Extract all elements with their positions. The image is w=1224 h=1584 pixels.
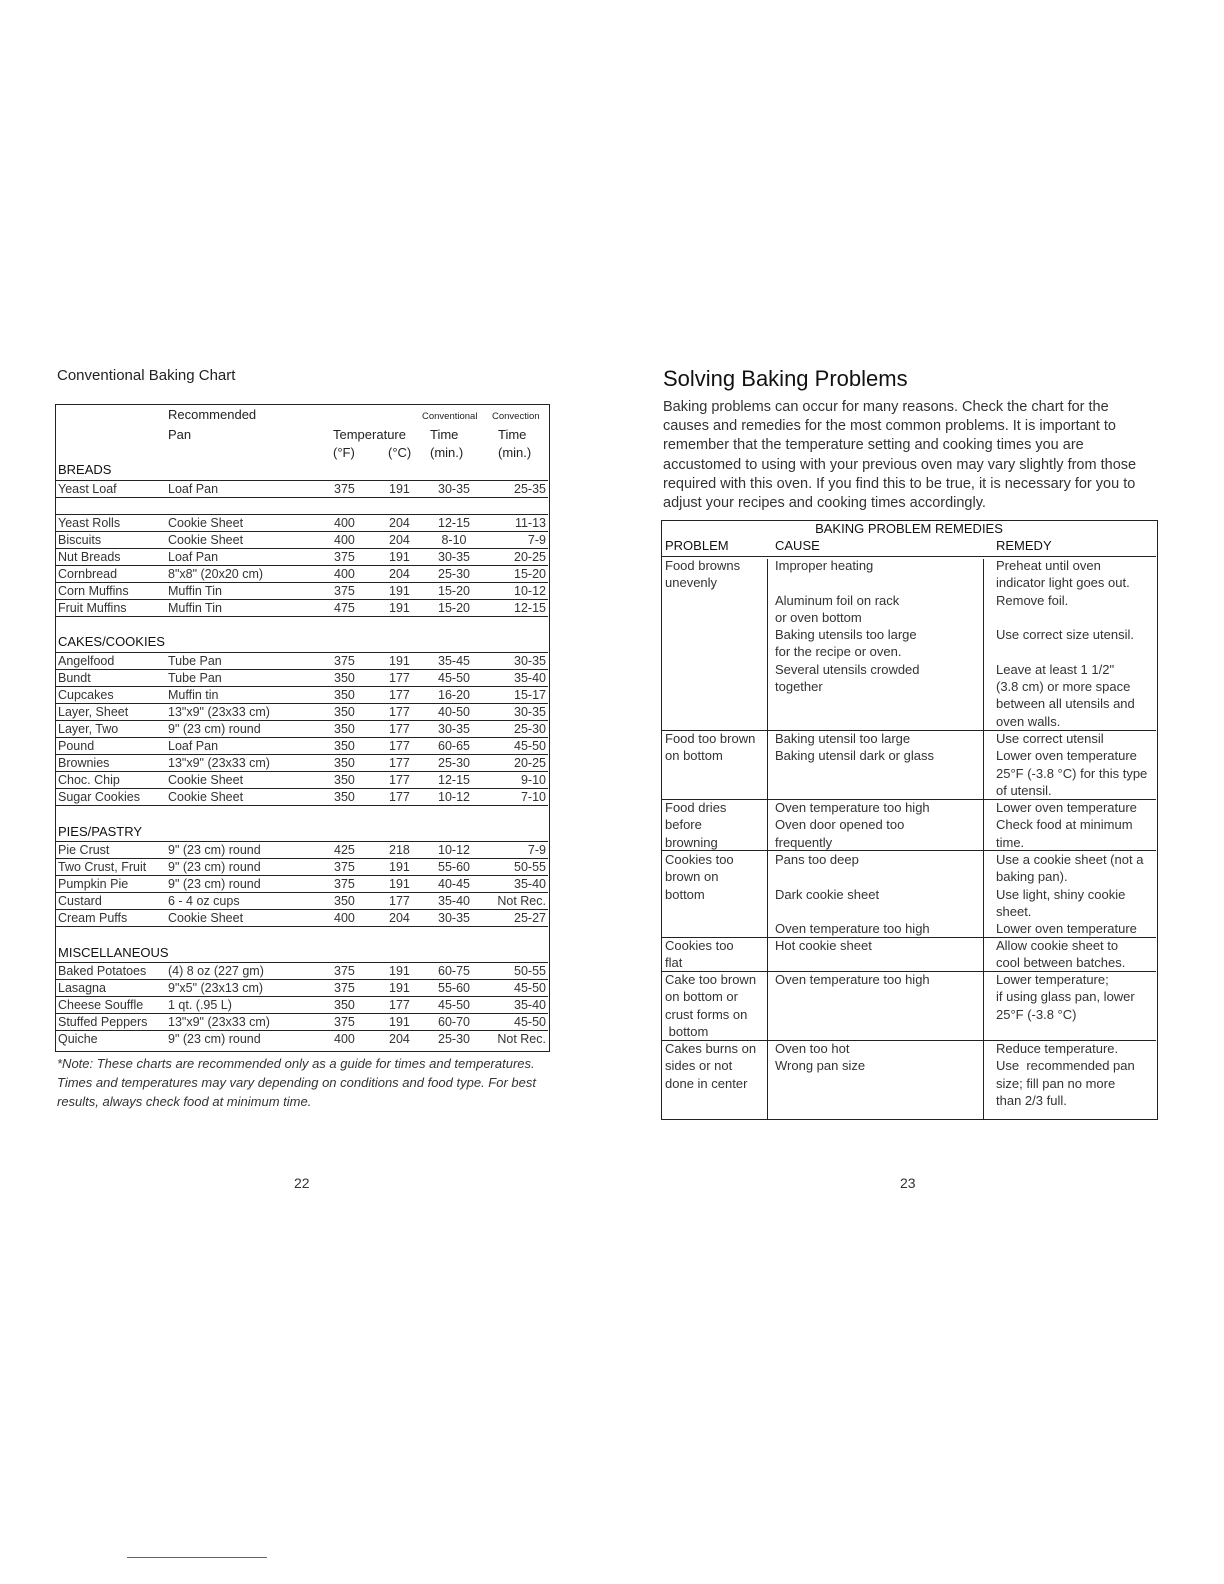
conventional-time: 55-60 — [438, 981, 470, 995]
section-rule — [56, 497, 548, 498]
pan-type: 9"x5" (23x13 cm) — [168, 981, 264, 995]
pan-type: 9" (23 cm) round — [168, 722, 261, 736]
convection-time: 11-13 — [514, 516, 546, 530]
page-number-left: 22 — [294, 1175, 310, 1191]
conventional-time: 45-50 — [438, 998, 470, 1012]
temp-f: 400 — [334, 533, 355, 547]
temp-f: 375 — [334, 654, 355, 668]
conventional-time: 25-30 — [438, 567, 470, 581]
temp-f: 350 — [334, 705, 355, 719]
table-row — [56, 962, 548, 980]
convection-time: 25-27 — [514, 911, 546, 925]
temp-f: 425 — [334, 843, 355, 857]
header-time-conventional: Time — [430, 427, 459, 442]
table-row — [56, 875, 548, 893]
conventional-time: 25-30 — [438, 756, 470, 770]
conventional-time: 15-20 — [438, 601, 470, 615]
temp-f: 375 — [334, 981, 355, 995]
table-row — [56, 686, 548, 704]
header-deg-f: (°F) — [333, 445, 355, 460]
cause-cell: Baking utensil too large Baking utensil dark or glass — [775, 731, 934, 764]
category-breads: BREADS — [58, 462, 112, 477]
pan-type: Cookie Sheet — [168, 516, 244, 530]
temp-f: 350 — [334, 739, 355, 753]
table-row — [56, 1030, 548, 1048]
conventional-time: 30-35 — [438, 550, 470, 564]
temp-c: 204 — [389, 516, 410, 530]
remedy-cell: Use correct utensil Lower oven temperature 25°F (-3.8 °C) for this type of utensil. — [996, 731, 1148, 798]
convection-time: 45-50 — [514, 1015, 546, 1029]
conventional-time: 10-12 — [438, 790, 470, 804]
right-page-title: Solving Baking Problems — [663, 366, 908, 391]
remedy-cell: Lower temperature; if using glass pan, lower 25°F (-3.8 °C) — [996, 972, 1135, 1022]
header-conventional: Conventional — [422, 411, 478, 422]
table-row — [56, 754, 548, 772]
table-row — [56, 720, 548, 738]
cause-cell: Pans too deep Dark cookie sheet Oven temperature too high — [775, 852, 930, 937]
pan-type: Muffin tin — [168, 688, 219, 702]
cause-cell: Improper heating Aluminum foil on rack or oven bottom Baking utensils too large for the recipe or oven. Several utensils crowded together — [775, 558, 920, 695]
temp-f: 350 — [334, 790, 355, 804]
problem-cell: Cakes burns on sides or not done in center — [665, 1041, 757, 1091]
temp-c: 177 — [389, 739, 410, 753]
pan-type: Cookie Sheet — [168, 790, 244, 804]
category-miscellaneous: MISCELLANEOUS — [58, 945, 169, 960]
pan-type: Cookie Sheet — [168, 773, 244, 787]
conventional-time: 55-60 — [438, 860, 470, 874]
left-page-note: *Note: These charts are recommended only as a guide for times and temperatures. Times and temperatures may vary depending on conditions and food type. For best results, always check food at minimum time. — [57, 1056, 536, 1109]
temp-c: 204 — [389, 911, 410, 925]
section-rule — [56, 926, 548, 927]
temp-c: 177 — [389, 998, 410, 1012]
temp-c: 177 — [389, 722, 410, 736]
pan-type: 6 - 4 oz cups — [168, 894, 240, 908]
item-name: Lasagna — [58, 981, 106, 995]
convection-time: 35-40 — [514, 998, 546, 1012]
problem-cell: Cake too brown on bottom or crust forms on bottom — [665, 972, 757, 1039]
temp-f: 400 — [334, 1032, 355, 1046]
pan-type: 9" (23 cm) round — [168, 877, 261, 891]
convection-time: Not Rec. — [497, 894, 546, 908]
cause-cell: Oven too hot Wrong pan size — [775, 1041, 866, 1074]
table-row — [56, 582, 548, 600]
item-name: Corn Muffins — [58, 584, 129, 598]
cause-cell: Oven temperature too high Oven door opened too frequently — [775, 800, 930, 850]
pan-type: Muffin Tin — [168, 584, 222, 598]
temp-c: 191 — [389, 877, 410, 891]
right-page-intro: Baking problems can occur for many reasons. Check the chart for the causes and remedies for the most common problems. It is important to remember that the temperature setting and cooking times you are accustomed to using with your previous oven may vary slightly from those required with this oven. If you find this to be true, it is necessary for you to adjust your recipes and cooking times accordingly. — [663, 399, 1137, 512]
convection-time: 15-20 — [514, 567, 546, 581]
convection-time: 7-9 — [527, 843, 546, 857]
item-name: Brownies — [58, 756, 110, 770]
pan-type: Loaf Pan — [168, 482, 219, 496]
pan-type: 13"x9" (23x33 cm) — [168, 705, 270, 719]
table-row — [56, 858, 548, 876]
remedy-cell: Reduce temperature. Use recommended pan size; fill pan no more than 2/3 full. — [996, 1041, 1135, 1108]
conventional-time: 60-75 — [438, 964, 470, 978]
item-name: Cream Puffs — [58, 911, 128, 925]
item-name: Two Crust, Fruit — [58, 860, 147, 874]
temp-c: 191 — [389, 601, 410, 615]
temp-c: 177 — [389, 688, 410, 702]
convection-time: 9-10 — [520, 773, 546, 787]
convection-time: 35-40 — [514, 877, 546, 891]
item-name: Cupcakes — [58, 688, 114, 702]
conventional-time: 45-50 — [438, 671, 470, 685]
cause-cell: Oven temperature too high — [775, 972, 930, 987]
conventional-time: 60-65 — [438, 739, 470, 753]
convection-time: 7-10 — [520, 790, 546, 804]
pan-type: 9" (23 cm) round — [168, 1032, 261, 1046]
remedy-cell: Lower oven temperature Check food at minimum time. — [996, 800, 1137, 850]
item-name: Choc. Chip — [58, 773, 120, 787]
item-name: Pie Crust — [58, 843, 110, 857]
pan-type: Tube Pan — [168, 671, 222, 685]
temp-c: 191 — [389, 964, 410, 978]
pan-type: 1 qt. (.95 L) — [168, 998, 232, 1012]
section-rule — [56, 805, 548, 806]
conventional-time: 8-10 — [441, 533, 467, 547]
item-name: Layer, Two — [58, 722, 119, 736]
pan-type: Loaf Pan — [168, 550, 219, 564]
pan-type: 9" (23 cm) round — [168, 860, 261, 874]
table-row — [56, 841, 548, 859]
item-name: Pound — [58, 739, 95, 753]
header-convection: Convection — [492, 411, 540, 422]
convection-time: 7-9 — [527, 533, 546, 547]
temp-f: 375 — [334, 584, 355, 598]
item-name: Bundt — [58, 671, 91, 685]
item-name: Angelfood — [58, 654, 115, 668]
pan-type: Tube Pan — [168, 654, 222, 668]
remedy-cell: Allow cookie sheet to cool between batches. — [996, 938, 1126, 971]
temp-c: 191 — [389, 654, 410, 668]
table-row — [56, 703, 548, 721]
temp-c: 191 — [389, 981, 410, 995]
temp-c: 177 — [389, 756, 410, 770]
category-pies-pastry: PIES/PASTRY — [58, 824, 143, 839]
pan-type: 13"x9" (23x33 cm) — [168, 756, 270, 770]
header-pan: Pan — [168, 427, 192, 442]
item-name: Cheese Souffle — [58, 998, 144, 1012]
item-name: Stuffed Peppers — [58, 1015, 148, 1029]
pan-type: (4) 8 oz (227 gm) — [168, 964, 264, 978]
temp-c: 204 — [389, 567, 410, 581]
conventional-time: 40-45 — [438, 877, 470, 891]
pan-type: 8"x8" (20x20 cm) — [168, 567, 264, 581]
item-name: Baked Potatoes — [58, 964, 147, 978]
item-name: Yeast Loaf — [58, 482, 117, 496]
temp-f: 400 — [334, 567, 355, 581]
item-name: Pumpkin Pie — [58, 877, 129, 891]
temp-f: 350 — [334, 894, 355, 908]
conventional-time: 30-35 — [438, 482, 470, 496]
temp-f: 375 — [334, 1015, 355, 1029]
table-row — [56, 480, 548, 498]
category-cakes-cookies: CAKES/COOKIES — [58, 634, 165, 649]
column-remedy: REMEDY — [996, 538, 1052, 553]
left-page-title: Conventional Baking Chart — [57, 367, 236, 384]
convection-time: 50-55 — [514, 860, 546, 874]
column-divider — [983, 559, 984, 1119]
table-row — [56, 1013, 548, 1031]
pan-type: Cookie Sheet — [168, 911, 244, 925]
conventional-time: 25-30 — [438, 1032, 470, 1046]
temp-c: 191 — [389, 860, 410, 874]
problem-cell: Food browns unevenly — [665, 558, 741, 591]
item-name: Custard — [58, 894, 102, 908]
temp-c: 191 — [389, 550, 410, 564]
temp-c: 177 — [389, 894, 410, 908]
table-row — [56, 771, 548, 789]
convection-time: 50-55 — [514, 964, 546, 978]
item-name: Nut Breads — [58, 550, 121, 564]
temp-f: 350 — [334, 998, 355, 1012]
temp-c: 191 — [389, 1015, 410, 1029]
remedy-cell: Use a cookie sheet (not a baking pan). Use light, shiny cookie sheet. Lower oven temperature — [996, 852, 1144, 937]
table-row — [56, 548, 548, 566]
item-name: Sugar Cookies — [58, 790, 140, 804]
section-rule — [56, 616, 548, 617]
conventional-time: 15-20 — [438, 584, 470, 598]
temp-c: 218 — [389, 843, 410, 857]
table-row — [56, 788, 548, 806]
convection-time: 25-35 — [514, 482, 546, 496]
problem-cell: Cookies too brown on bottom — [665, 852, 734, 902]
temp-c: 191 — [389, 584, 410, 598]
temp-c: 177 — [389, 671, 410, 685]
pan-type: Cookie Sheet — [168, 533, 244, 547]
temp-c: 204 — [389, 533, 410, 547]
table-row — [56, 909, 548, 927]
convection-time: 25-30 — [514, 722, 546, 736]
temp-f: 350 — [334, 773, 355, 787]
temp-f: 375 — [334, 877, 355, 891]
decorative-link-line — [127, 1557, 267, 1558]
cause-cell: Hot cookie sheet — [775, 938, 872, 953]
temp-f: 350 — [334, 756, 355, 770]
conventional-time: 35-45 — [438, 654, 470, 668]
temp-f: 400 — [334, 516, 355, 530]
item-name: Yeast Rolls — [58, 516, 121, 530]
conventional-time: 30-35 — [438, 722, 470, 736]
table-row — [56, 669, 548, 687]
conventional-time: 60-70 — [438, 1015, 470, 1029]
conventional-time: 16-20 — [438, 688, 470, 702]
convection-time: 10-12 — [514, 584, 546, 598]
temp-c: 177 — [389, 705, 410, 719]
temp-c: 191 — [389, 482, 410, 496]
temp-c: 177 — [389, 790, 410, 804]
convection-time: 45-50 — [514, 739, 546, 753]
temp-f: 350 — [334, 671, 355, 685]
pan-type: Muffin Tin — [168, 601, 222, 615]
item-name: Layer, Sheet — [58, 705, 129, 719]
header-deg-c: (°C) — [388, 445, 412, 460]
conventional-time: 30-35 — [438, 911, 470, 925]
header-time-convection: Time — [498, 427, 527, 442]
item-name: Biscuits — [58, 533, 102, 547]
convection-time: 45-50 — [514, 981, 546, 995]
table-row — [56, 737, 548, 755]
column-cause: CAUSE — [775, 538, 820, 553]
conventional-time: 35-40 — [438, 894, 470, 908]
convection-time: 12-15 — [514, 601, 546, 615]
temp-f: 350 — [334, 688, 355, 702]
table-row — [56, 514, 548, 532]
temp-f: 475 — [334, 601, 355, 615]
item-name: Fruit Muffins — [58, 601, 127, 615]
table-row — [56, 599, 548, 617]
header-recommended: Recommended — [168, 407, 257, 422]
pan-type: Loaf Pan — [168, 739, 219, 753]
header-min-convection: (min.) — [498, 445, 532, 460]
convection-time: Not Rec. — [497, 1032, 546, 1046]
table-row — [56, 652, 548, 670]
table-row — [56, 996, 548, 1014]
baking-remedies-table — [661, 520, 1158, 1120]
column-problem: PROBLEM — [665, 538, 729, 553]
convection-time: 30-35 — [514, 705, 546, 719]
temp-f: 375 — [334, 550, 355, 564]
header-min-conventional: (min.) — [430, 445, 464, 460]
item-name: Cornbread — [58, 567, 118, 581]
temp-f: 375 — [334, 860, 355, 874]
convection-time: 20-25 — [514, 756, 546, 770]
problem-cell: Food too brown on bottom — [665, 731, 756, 764]
remedy-cell: Preheat until oven indicator light goes out. Remove foil. Use correct size utensil. Leave at least 1 1/2" (3.8 cm) or more space between all utensils and oven walls. — [996, 558, 1135, 729]
table-row — [56, 531, 548, 549]
pan-type: 9" (23 cm) round — [168, 843, 261, 857]
problem-cell: Cookies too flat — [665, 938, 734, 971]
table-row — [56, 565, 548, 583]
convection-time: 15-17 — [514, 688, 546, 702]
conventional-time: 12-15 — [438, 773, 470, 787]
item-name: Quiche — [58, 1032, 98, 1046]
problem-cell: Food dries before browning — [665, 800, 727, 850]
conventional-time: 12-15 — [438, 516, 470, 530]
convection-time: 30-35 — [514, 654, 546, 668]
convection-time: 35-40 — [514, 671, 546, 685]
baking-chart-table — [55, 404, 550, 1052]
convection-time: 20-25 — [514, 550, 546, 564]
column-divider — [767, 559, 768, 1119]
table-row — [56, 979, 548, 997]
conventional-time: 40-50 — [438, 705, 470, 719]
temp-f: 400 — [334, 911, 355, 925]
temp-c: 177 — [389, 773, 410, 787]
page-number-right: 23 — [900, 1175, 916, 1191]
table-row — [56, 892, 548, 910]
temp-f: 375 — [334, 482, 355, 496]
temp-f: 350 — [334, 722, 355, 736]
remedies-table-title: BAKING PROBLEM REMEDIES — [815, 521, 1003, 536]
temp-c: 204 — [389, 1032, 410, 1046]
conventional-time: 10-12 — [438, 843, 470, 857]
header-temperature: Temperature — [333, 427, 406, 442]
pan-type: 13"x9" (23x33 cm) — [168, 1015, 270, 1029]
temp-f: 375 — [334, 964, 355, 978]
